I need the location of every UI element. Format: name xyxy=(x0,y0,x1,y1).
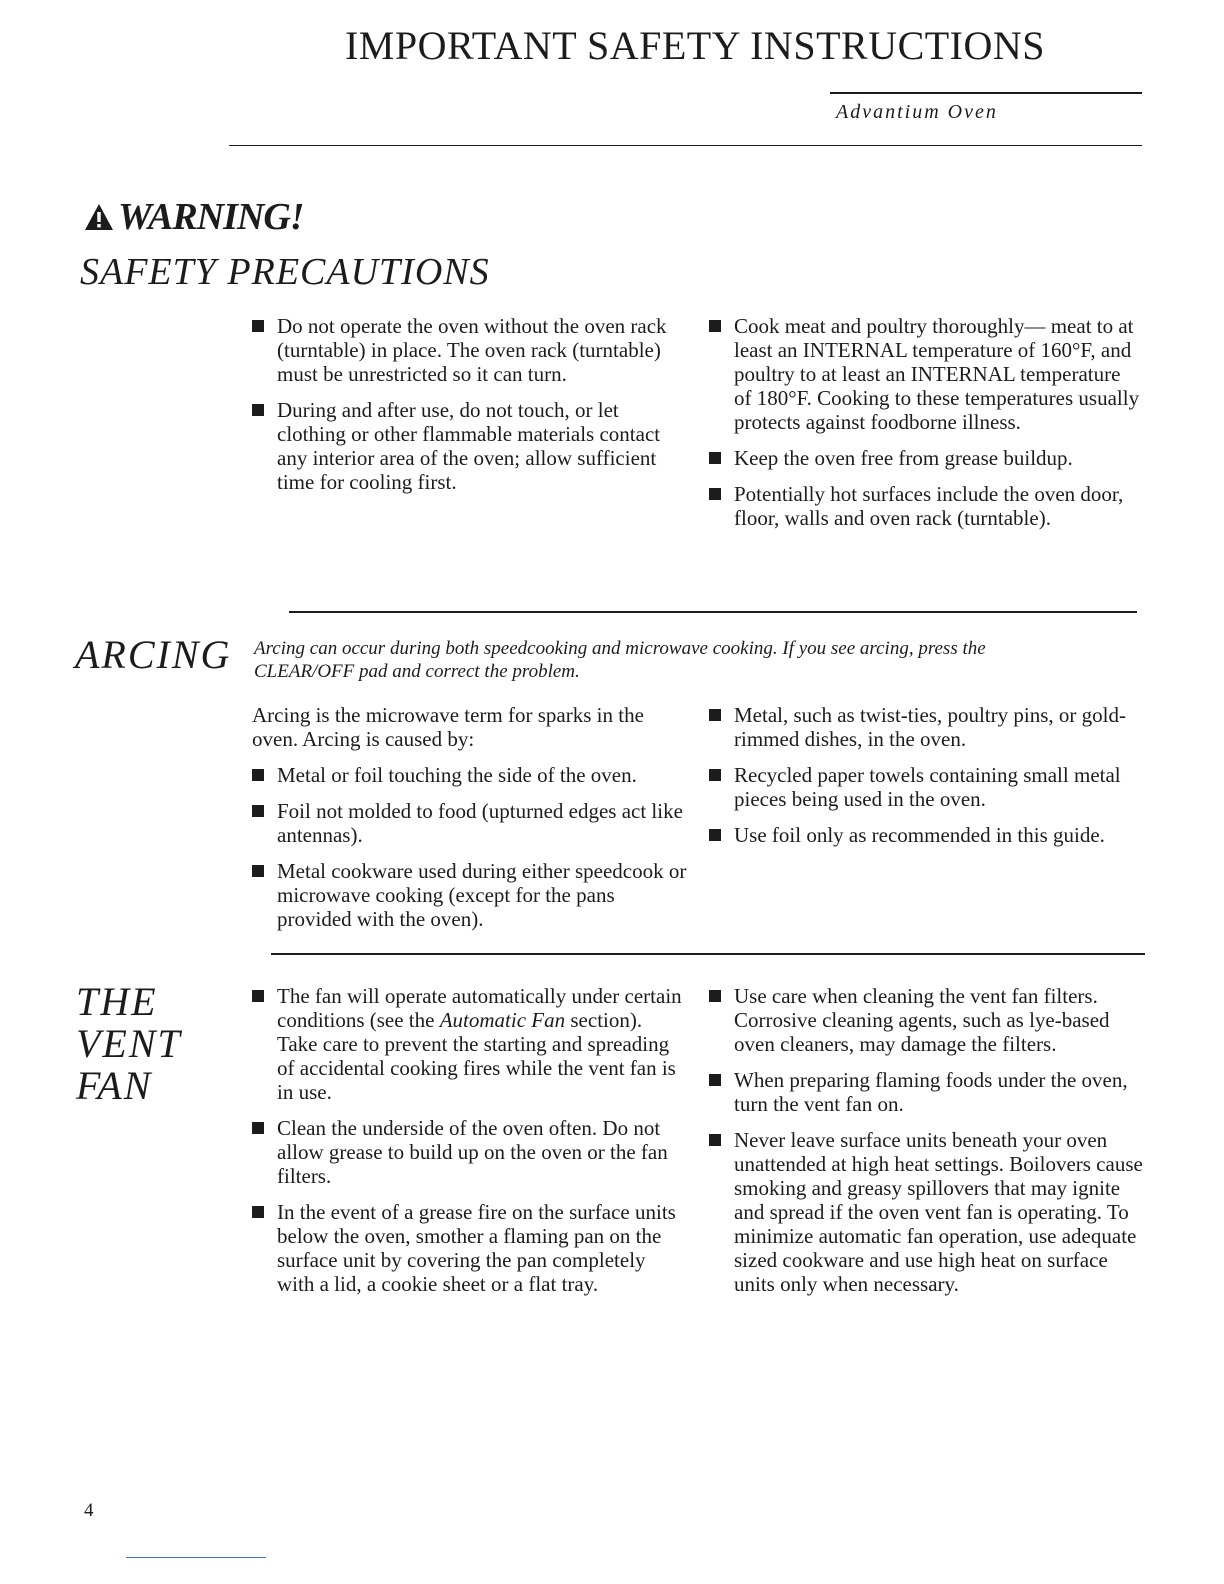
list-item: Use care when cleaning the vent fan filters. Corrosive cleaning agents, such as lye-based oven cleaners, may damage the filters. xyxy=(709,984,1145,1056)
page-number: 4 xyxy=(84,1500,94,1521)
bullet-icon xyxy=(252,769,264,781)
bullet-icon xyxy=(709,769,721,781)
list-item: The fan will operate automatically under certain conditions (see the Automatic Fan section). Take care to prevent the starting and spreading of accidental cooking fires while the vent fan is in use. xyxy=(252,984,684,1104)
bullet-icon xyxy=(252,865,264,877)
list-item: Never leave surface units beneath your oven unattended at high heat settings. Boilovers cause smoking and greasy spillovers that may ignite and spread if the oven vent fan is operating. To minimize automatic fan operation, use adequate sized cookware and use high heat on surface units only when necessary. xyxy=(709,1128,1145,1296)
header-rule-short xyxy=(830,92,1142,94)
list-item: Use foil only as recommended in this guide. xyxy=(709,823,1141,847)
list-item: Potentially hot surfaces include the oven door, floor, walls and oven rack (turntable). xyxy=(709,482,1141,530)
arcing-rule xyxy=(289,611,1137,613)
arcing-heading: ARCING xyxy=(75,632,232,677)
bullet-icon xyxy=(252,404,264,416)
bullet-icon xyxy=(252,1122,264,1134)
bullet-icon xyxy=(709,452,721,464)
bullet-icon xyxy=(252,320,264,332)
arcing-left-column xyxy=(252,703,692,943)
safety-left-column xyxy=(252,314,684,506)
header-rule-long xyxy=(229,145,1142,146)
list-item: Clean the underside of the oven often. Do not allow grease to build up on the oven or the fan filters. xyxy=(252,1116,684,1188)
list-item: Do not operate the oven without the oven rack (turntable) in place. The oven rack (turntable) must be unrestricted so it can turn. xyxy=(252,314,684,386)
bullet-icon xyxy=(709,990,721,1002)
bullet-icon xyxy=(709,320,721,332)
arcing-intro: Arcing is the microwave term for sparks in the oven. Arcing is caused by: xyxy=(252,703,644,751)
warning-label: WARNING! xyxy=(118,196,304,238)
list-item: Recycled paper towels containing small metal pieces being used in the oven. xyxy=(709,763,1141,811)
page-title: IMPORTANT SAFETY INSTRUCTIONS xyxy=(344,23,1046,68)
list-item: Metal, such as twist-ties, poultry pins, or gold-rimmed dishes, in the oven. xyxy=(709,703,1141,751)
vent-left-column xyxy=(252,984,684,1308)
list-item: Cook meat and poultry thoroughly— meat to at least an INTERNAL temperature of 160°F, and poultry to at least an INTERNAL temperature of 180°F. Cooking to these temperatures usually protects against foodborne illness. xyxy=(709,314,1141,434)
list-item: Metal or foil touching the side of the oven. xyxy=(252,763,692,787)
arcing-lead: Arcing can occur during both speedcooking and microwave cooking. If you see arcing, press the CLEAR/OFF pad and correct the problem. xyxy=(254,638,986,682)
bullet-icon xyxy=(252,990,264,1002)
safety-precautions-heading: SAFETY PRECAUTIONS xyxy=(80,251,490,293)
list-item: Foil not molded to food (upturned edges act like antennas). xyxy=(252,799,692,847)
bullet-icon xyxy=(252,1206,264,1218)
arcing-right-column xyxy=(709,703,1141,859)
list-item: When preparing flaming foods under the oven, turn the vent fan on. xyxy=(709,1068,1145,1116)
list-item: Keep the oven free from grease buildup. xyxy=(709,446,1141,470)
automatic-fan-reference: Automatic Fan xyxy=(439,1008,566,1032)
vent-right-column xyxy=(709,984,1145,1308)
bullet-icon xyxy=(709,488,721,500)
bullet-icon xyxy=(709,829,721,841)
warning-triangle-icon xyxy=(84,203,114,231)
list-item: In the event of a grease fire on the surface units below the oven, smother a flaming pan on the surface unit by covering the pan completely with a lid, a cookie sheet or a flat tray. xyxy=(252,1200,684,1296)
bullet-icon xyxy=(252,805,264,817)
list-item: During and after use, do not touch, or let clothing or other flammable materials contact any interior area of the oven; allow sufficient time for cooling first. xyxy=(252,398,684,494)
footer-link-underline xyxy=(126,1557,266,1558)
product-name: Advantium Oven xyxy=(836,101,998,123)
bullet-icon xyxy=(709,1074,721,1086)
vent-rule xyxy=(271,953,1145,955)
safety-right-column xyxy=(709,314,1141,542)
warning-heading xyxy=(84,195,304,239)
bullet-icon xyxy=(709,1134,721,1146)
vent-fan-heading: THE VENT FAN xyxy=(76,979,182,1108)
bullet-icon xyxy=(709,709,721,721)
list-item: Metal cookware used during either speedcook or microwave cooking (except for the pans provided with the oven). xyxy=(252,859,692,931)
